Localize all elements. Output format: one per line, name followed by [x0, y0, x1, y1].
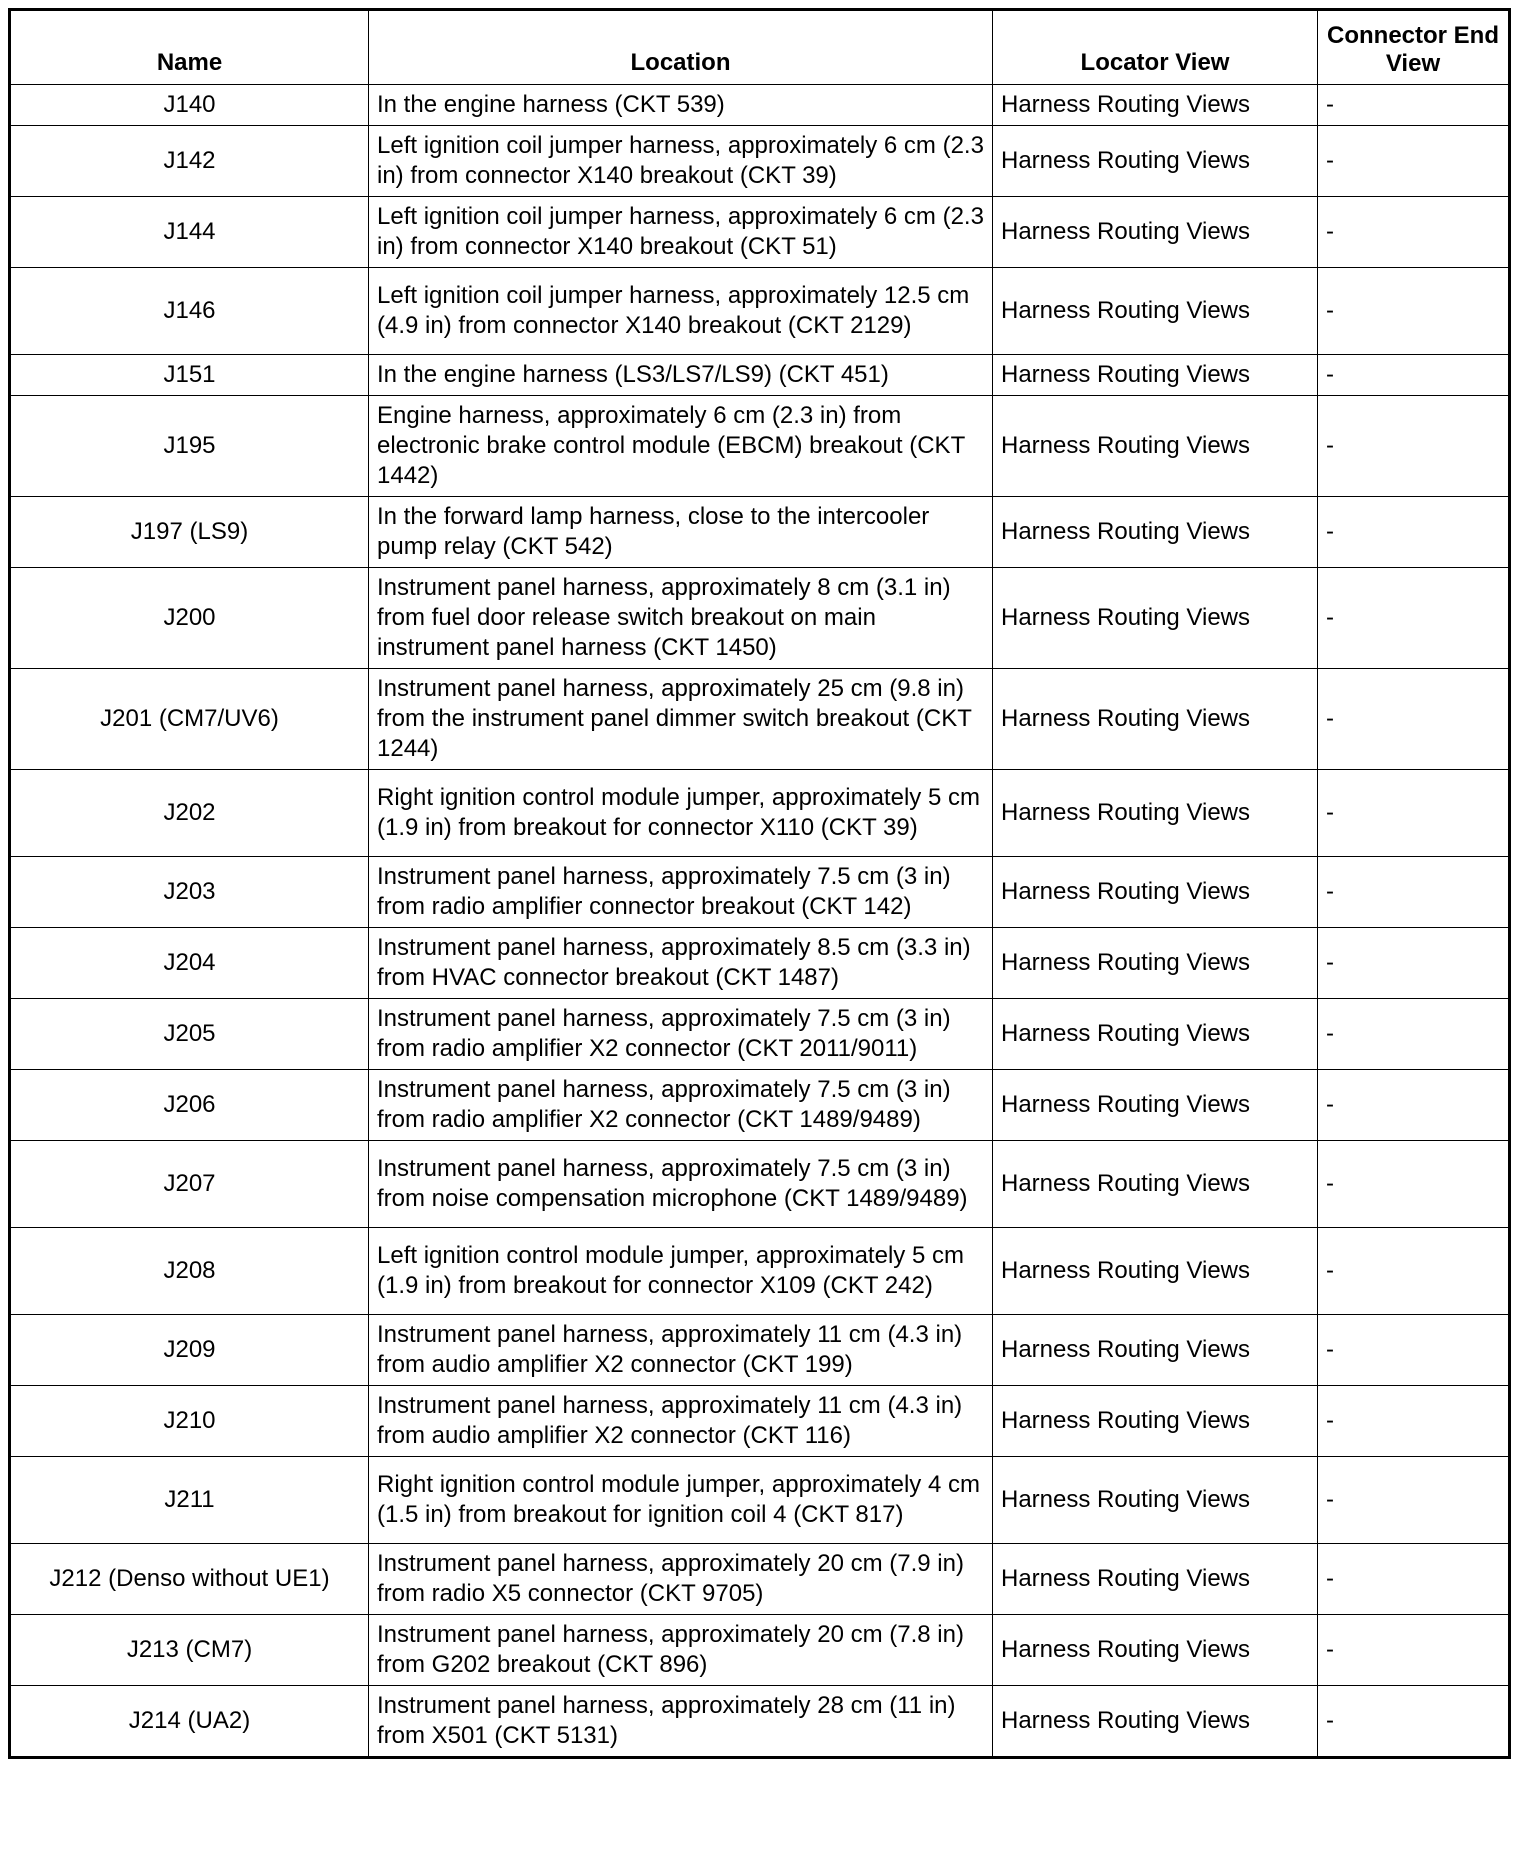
connector-end-view-cell: - — [1318, 1457, 1510, 1544]
name-cell: J205 — [10, 999, 369, 1070]
locator-view-link[interactable]: Harness Routing Views — [993, 669, 1318, 770]
table-row — [10, 999, 1510, 1070]
name-cell: J140 — [10, 85, 369, 126]
table-row — [10, 1457, 1510, 1544]
location-cell: Left ignition coil jumper harness, approximately 12.5 cm (4.9 in) from connector X140 breakout (CKT 2129) — [369, 268, 993, 355]
connector-end-view-cell: - — [1318, 497, 1510, 568]
header-locator-view: Locator View — [993, 10, 1318, 85]
name-cell: J213 (CM7) — [10, 1615, 369, 1686]
locator-view-link[interactable]: Harness Routing Views — [993, 770, 1318, 857]
name-cell: J151 — [10, 355, 369, 396]
table-row — [10, 1315, 1510, 1386]
connector-end-view-cell: - — [1318, 85, 1510, 126]
location-cell: Instrument panel harness, approximately 8 cm (3.1 in) from fuel door release switch breakout on main instrument panel harness (CKT 1450) — [369, 568, 993, 669]
location-cell: Engine harness, approximately 6 cm (2.3 in) from electronic brake control module (EBCM) breakout (CKT 1442) — [369, 396, 993, 497]
connector-end-view-cell: - — [1318, 1544, 1510, 1615]
locator-view-link[interactable]: Harness Routing Views — [993, 1315, 1318, 1386]
connector-end-view-cell: - — [1318, 1228, 1510, 1315]
table-row — [10, 85, 1510, 126]
table-row — [10, 1070, 1510, 1141]
name-cell: J144 — [10, 197, 369, 268]
connector-end-view-cell: - — [1318, 1141, 1510, 1228]
name-cell: J214 (UA2) — [10, 1686, 369, 1758]
locator-view-link[interactable]: Harness Routing Views — [993, 1544, 1318, 1615]
locator-view-link[interactable]: Harness Routing Views — [993, 197, 1318, 268]
connector-end-view-cell: - — [1318, 857, 1510, 928]
location-cell: Left ignition coil jumper harness, approximately 6 cm (2.3 in) from connector X140 breakout (CKT 51) — [369, 197, 993, 268]
location-cell: Instrument panel harness, approximately 7.5 cm (3 in) from radio amplifier X2 connector (CKT 2011/9011) — [369, 999, 993, 1070]
name-cell: J212 (Denso without UE1) — [10, 1544, 369, 1615]
locator-view-link[interactable]: Harness Routing Views — [993, 857, 1318, 928]
connector-end-view-cell: - — [1318, 669, 1510, 770]
name-cell: J207 — [10, 1141, 369, 1228]
name-cell: J209 — [10, 1315, 369, 1386]
location-cell: Instrument panel harness, approximately 11 cm (4.3 in) from audio amplifier X2 connector (CKT 199) — [369, 1315, 993, 1386]
table-header — [10, 10, 1510, 85]
locator-view-link[interactable]: Harness Routing Views — [993, 1457, 1318, 1544]
location-cell: Instrument panel harness, approximately 11 cm (4.3 in) from audio amplifier X2 connector (CKT 116) — [369, 1386, 993, 1457]
table-row — [10, 355, 1510, 396]
locator-view-link[interactable]: Harness Routing Views — [993, 568, 1318, 669]
connector-end-view-cell: - — [1318, 268, 1510, 355]
location-cell: In the engine harness (LS3/LS7/LS9) (CKT 451) — [369, 355, 993, 396]
connector-table-sheet — [8, 8, 1508, 1759]
connector-end-view-cell: - — [1318, 999, 1510, 1070]
table-row — [10, 497, 1510, 568]
connector-end-view-cell: - — [1318, 1615, 1510, 1686]
locator-view-link[interactable]: Harness Routing Views — [993, 396, 1318, 497]
location-cell: Left ignition coil jumper harness, approximately 6 cm (2.3 in) from connector X140 breakout (CKT 39) — [369, 126, 993, 197]
name-cell: J202 — [10, 770, 369, 857]
table-row — [10, 268, 1510, 355]
table-row — [10, 1544, 1510, 1615]
location-cell: Right ignition control module jumper, approximately 4 cm (1.5 in) from breakout for ignition coil 4 (CKT 817) — [369, 1457, 993, 1544]
inline-harness-connector-table — [8, 8, 1511, 1759]
location-cell: Instrument panel harness, approximately 7.5 cm (3 in) from radio amplifier connector breakout (CKT 142) — [369, 857, 993, 928]
connector-end-view-cell: - — [1318, 928, 1510, 999]
table-row — [10, 197, 1510, 268]
name-cell: J204 — [10, 928, 369, 999]
locator-view-link[interactable]: Harness Routing Views — [993, 999, 1318, 1070]
location-cell: Instrument panel harness, approximately 25 cm (9.8 in) from the instrument panel dimmer switch breakout (CKT 1244) — [369, 669, 993, 770]
location-cell: Instrument panel harness, approximately 7.5 cm (3 in) from radio amplifier X2 connector (CKT 1489/9489) — [369, 1070, 993, 1141]
connector-end-view-cell: - — [1318, 1386, 1510, 1457]
name-cell: J197 (LS9) — [10, 497, 369, 568]
location-cell: Instrument panel harness, approximately 20 cm (7.9 in) from radio X5 connector (CKT 9705) — [369, 1544, 993, 1615]
name-cell: J146 — [10, 268, 369, 355]
locator-view-link[interactable]: Harness Routing Views — [993, 126, 1318, 197]
header-name: Name — [10, 10, 369, 85]
location-cell: Instrument panel harness, approximately 20 cm (7.8 in) from G202 breakout (CKT 896) — [369, 1615, 993, 1686]
locator-view-link[interactable]: Harness Routing Views — [993, 85, 1318, 126]
name-cell: J206 — [10, 1070, 369, 1141]
locator-view-link[interactable]: Harness Routing Views — [993, 497, 1318, 568]
connector-end-view-cell: - — [1318, 197, 1510, 268]
connector-end-view-cell: - — [1318, 396, 1510, 497]
location-cell: In the forward lamp harness, close to the intercooler pump relay (CKT 542) — [369, 497, 993, 568]
location-cell: In the engine harness (CKT 539) — [369, 85, 993, 126]
locator-view-link[interactable]: Harness Routing Views — [993, 1615, 1318, 1686]
name-cell: J195 — [10, 396, 369, 497]
connector-end-view-cell: - — [1318, 1686, 1510, 1758]
header-location: Location — [369, 10, 993, 85]
name-cell: J200 — [10, 568, 369, 669]
locator-view-link[interactable]: Harness Routing Views — [993, 355, 1318, 396]
header-row — [10, 10, 1510, 85]
name-cell: J203 — [10, 857, 369, 928]
connector-end-view-cell: - — [1318, 1315, 1510, 1386]
table-row — [10, 1228, 1510, 1315]
header-connector-end-view: Connector End View — [1318, 10, 1510, 85]
connector-end-view-cell: - — [1318, 770, 1510, 857]
locator-view-link[interactable]: Harness Routing Views — [993, 1386, 1318, 1457]
connector-end-view-cell: - — [1318, 568, 1510, 669]
locator-view-link[interactable]: Harness Routing Views — [993, 1141, 1318, 1228]
location-cell: Left ignition control module jumper, approximately 5 cm (1.9 in) from breakout for connector X109 (CKT 242) — [369, 1228, 993, 1315]
location-cell: Instrument panel harness, approximately 7.5 cm (3 in) from noise compensation microphone (CKT 1489/9489) — [369, 1141, 993, 1228]
name-cell: J211 — [10, 1457, 369, 1544]
table-row — [10, 669, 1510, 770]
connector-end-view-cell: - — [1318, 1070, 1510, 1141]
locator-view-link[interactable]: Harness Routing Views — [993, 1686, 1318, 1758]
table-row — [10, 1615, 1510, 1686]
name-cell: J210 — [10, 1386, 369, 1457]
table-row — [10, 568, 1510, 669]
table-row — [10, 857, 1510, 928]
locator-view-link[interactable]: Harness Routing Views — [993, 268, 1318, 355]
locator-view-link[interactable]: Harness Routing Views — [993, 1070, 1318, 1141]
name-cell: J142 — [10, 126, 369, 197]
table-body — [10, 85, 1510, 1758]
connector-end-view-cell: - — [1318, 126, 1510, 197]
location-cell: Instrument panel harness, approximately 28 cm (11 in) from X501 (CKT 5131) — [369, 1686, 993, 1758]
location-cell: Right ignition control module jumper, approximately 5 cm (1.9 in) from breakout for connector X110 (CKT 39) — [369, 770, 993, 857]
table-row — [10, 1686, 1510, 1758]
connector-end-view-cell: - — [1318, 355, 1510, 396]
location-cell: Instrument panel harness, approximately 8.5 cm (3.3 in) from HVAC connector breakout (CKT 1487) — [369, 928, 993, 999]
table-row — [10, 396, 1510, 497]
table-row — [10, 928, 1510, 999]
name-cell: J208 — [10, 1228, 369, 1315]
table-row — [10, 770, 1510, 857]
name-cell: J201 (CM7/UV6) — [10, 669, 369, 770]
table-row — [10, 1386, 1510, 1457]
table-row — [10, 1141, 1510, 1228]
locator-view-link[interactable]: Harness Routing Views — [993, 928, 1318, 999]
table-row — [10, 126, 1510, 197]
locator-view-link[interactable]: Harness Routing Views — [993, 1228, 1318, 1315]
